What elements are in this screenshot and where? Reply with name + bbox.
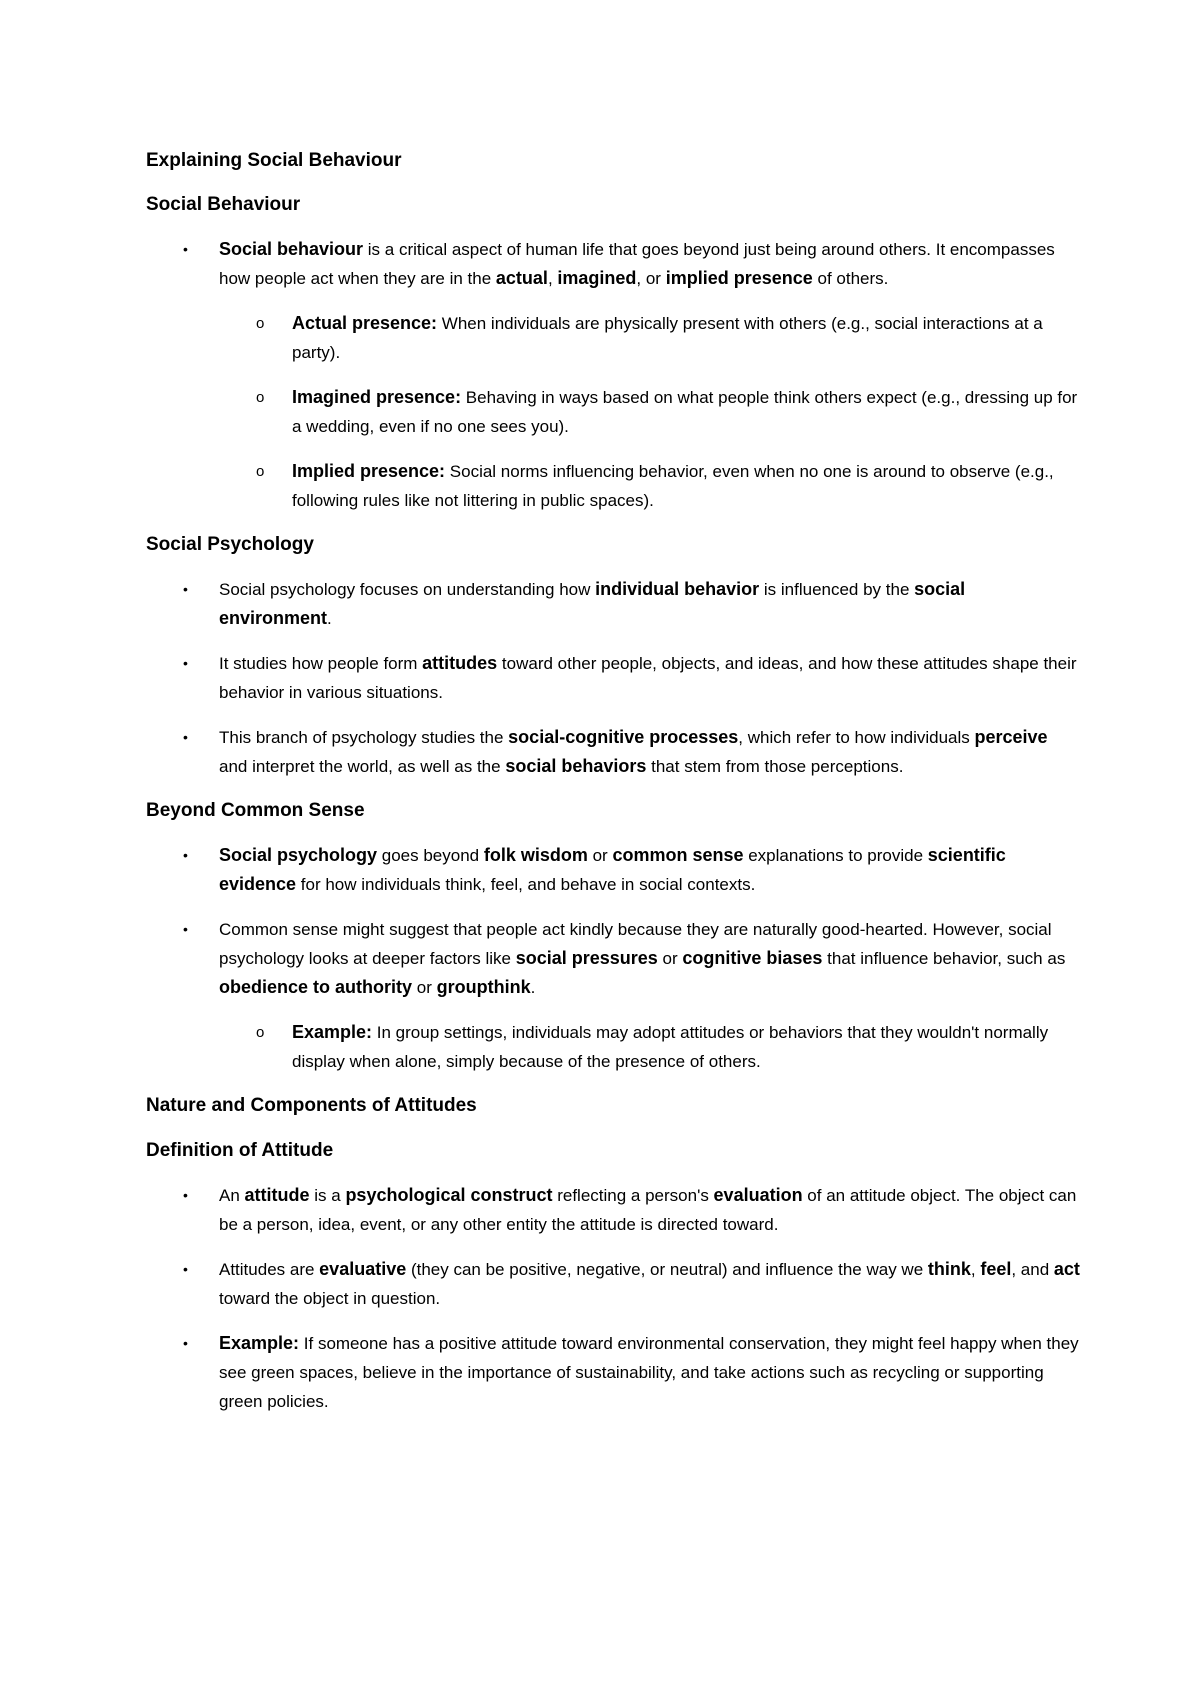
bold-term: social behaviors (505, 756, 647, 776)
text-run: goes beyond (377, 846, 484, 865)
document-title: Explaining Social Behaviour (146, 150, 402, 171)
sub-bullet-marker: o (256, 1024, 265, 1041)
bold-term: implied presence (665, 268, 813, 288)
bold-term: common sense (612, 845, 744, 865)
text-run: , or (636, 269, 666, 288)
text-run: , (970, 1260, 981, 1279)
text-run: If someone has a positive attitude toward environmental conservation, they might feel happy when they see green spaces, believe in the importance of sustainability, and take actions such as recycling or supporting green policies. (219, 1334, 1079, 1411)
bullet-marker: • (183, 241, 188, 257)
sub-list-example (146, 1018, 1080, 1076)
bold-term: scientific evidence (219, 845, 1006, 894)
section-heading-social-psychology: Social Psychology (146, 534, 314, 555)
text-run: toward the object in question. (219, 1289, 441, 1308)
bold-term: act (1053, 1259, 1080, 1279)
bold-term: Social psychology (219, 845, 378, 865)
text-run: or (587, 846, 613, 865)
text-run: Social psychology focuses on understanding how (219, 580, 596, 599)
text-run: reflecting a person's (552, 1186, 714, 1205)
bold-term: perceive (974, 727, 1048, 747)
list-item (146, 1255, 1080, 1313)
bullet-list-beyond-common-sense (146, 841, 1080, 1076)
bold-term: Imagined presence: (292, 387, 462, 407)
bold-term: evaluative (319, 1259, 407, 1279)
bullet-marker: • (183, 1187, 188, 1203)
text-run: In group settings, individuals may adopt attitudes or behaviors that they wouldn't normally display when alone, simply because of the presence of others. (292, 1023, 1049, 1071)
sub-list-item (146, 383, 1080, 441)
bullet-marker: • (183, 1261, 188, 1277)
bold-term: individual behavior (595, 579, 760, 599)
section-heading-beyond-common-sense: Beyond Common Sense (146, 800, 365, 821)
text-run: for how individuals think, feel, and behave in social contexts. (296, 875, 756, 894)
text-run: is influenced by the (759, 580, 915, 599)
bold-term: Example: (219, 1333, 300, 1353)
text-run: is a critical aspect of human life that goes beyond just being around others. It encompasses how people act when they are in the (219, 240, 1055, 288)
sub-list-presence-types (146, 309, 1080, 515)
section-heading-definition-of-attitude: Definition of Attitude (146, 1140, 334, 1161)
list-item (146, 575, 1080, 633)
text-run: , which refer to how individuals (738, 728, 975, 747)
bullet-marker: • (183, 655, 188, 671)
bold-term: social-cognitive processes (508, 727, 739, 747)
bullet-list-definition-of-attitude (146, 1181, 1080, 1416)
bullet-list-social-behaviour (146, 235, 1080, 515)
text-run: . (327, 609, 332, 628)
bold-term: cognitive biases (682, 948, 823, 968)
list-item (146, 841, 1080, 899)
bold-term: social environment (219, 579, 966, 628)
bold-term: attitude (244, 1185, 310, 1205)
bullet-marker: • (183, 847, 188, 863)
text-run: or (657, 949, 683, 968)
bold-term: Social behaviour (219, 239, 364, 259)
list-item (146, 1181, 1080, 1239)
sub-bullet-marker: o (256, 463, 265, 480)
text-run: Common sense might suggest that people act kindly because they are naturally good-hearted. However, social psychology looks at deeper factors like (219, 920, 1052, 968)
text-run: that stem from those perceptions. (646, 757, 904, 776)
bold-term: obedience to authority (219, 977, 413, 997)
sub-list-item (146, 1018, 1080, 1076)
list-item (146, 235, 1080, 515)
section-heading-social-behaviour: Social Behaviour (146, 194, 301, 215)
text-run: Behaving in ways based on what people think others expect (e.g., dressing up for a wedding, even if no one sees you). (292, 388, 1078, 436)
bullet-marker: • (183, 729, 188, 745)
text-run: When individuals are physically present with others (e.g., social interactions at a party). (292, 314, 1043, 362)
bullet-marker: • (183, 1335, 188, 1351)
list-item (146, 723, 1080, 781)
text-run: (they can be positive, negative, or neutral) and influence the way we (406, 1260, 928, 1279)
text-run: This branch of psychology studies the (219, 728, 509, 747)
text-run: and interpret the world, as well as the (219, 757, 506, 776)
bullet-marker: • (183, 581, 188, 597)
sub-list-item (146, 457, 1080, 515)
sub-bullet-marker: o (256, 389, 265, 406)
text-run: toward other people, objects, and ideas, and how these attitudes shape their behavior in various situations. (219, 654, 1077, 702)
text-run: explanations to provide (743, 846, 928, 865)
bold-term: evaluation (713, 1185, 803, 1205)
bullet-list-social-psychology (146, 575, 1080, 781)
text-run: An (219, 1186, 245, 1205)
text-run: of an attitude object. The object can be a person, idea, event, or any other entity the attitude is directed toward. (219, 1186, 1077, 1234)
section-heading-nature-components: Nature and Components of Attitudes (146, 1095, 477, 1116)
bold-term: actual (495, 268, 548, 288)
bold-term: Implied presence: (292, 461, 446, 481)
bold-term: think (927, 1259, 971, 1279)
bold-term: folk wisdom (483, 845, 588, 865)
list-item (146, 1329, 1080, 1416)
bold-term: psychological construct (345, 1185, 553, 1205)
bold-term: groupthink (436, 977, 531, 997)
bold-term: attitudes (422, 653, 498, 673)
bold-term: Example: (292, 1022, 373, 1042)
bold-term: social pressures (515, 948, 658, 968)
text-run: that influence behavior, such as (822, 949, 1066, 968)
bold-term: imagined (557, 268, 637, 288)
list-item (146, 649, 1080, 707)
text-run: of others. (812, 269, 889, 288)
bold-term: Actual presence: (292, 313, 438, 333)
text-run: , and (1011, 1260, 1054, 1279)
sub-list-item (146, 309, 1080, 367)
list-item (146, 915, 1080, 1076)
sub-bullet-marker: o (256, 315, 265, 332)
text-run: . (530, 978, 536, 997)
text-run: , (547, 269, 558, 288)
text-run: or (412, 978, 437, 997)
text-run: Social norms influencing behavior, even when no one is around to observe (e.g., following rules like not littering in public spaces). (292, 462, 1054, 510)
text-run: It studies how people form (219, 654, 423, 673)
text-run: Attitudes are (219, 1260, 320, 1279)
bold-term: feel (980, 1259, 1012, 1279)
bullet-marker: • (183, 921, 188, 937)
text-run: is a (309, 1186, 346, 1205)
